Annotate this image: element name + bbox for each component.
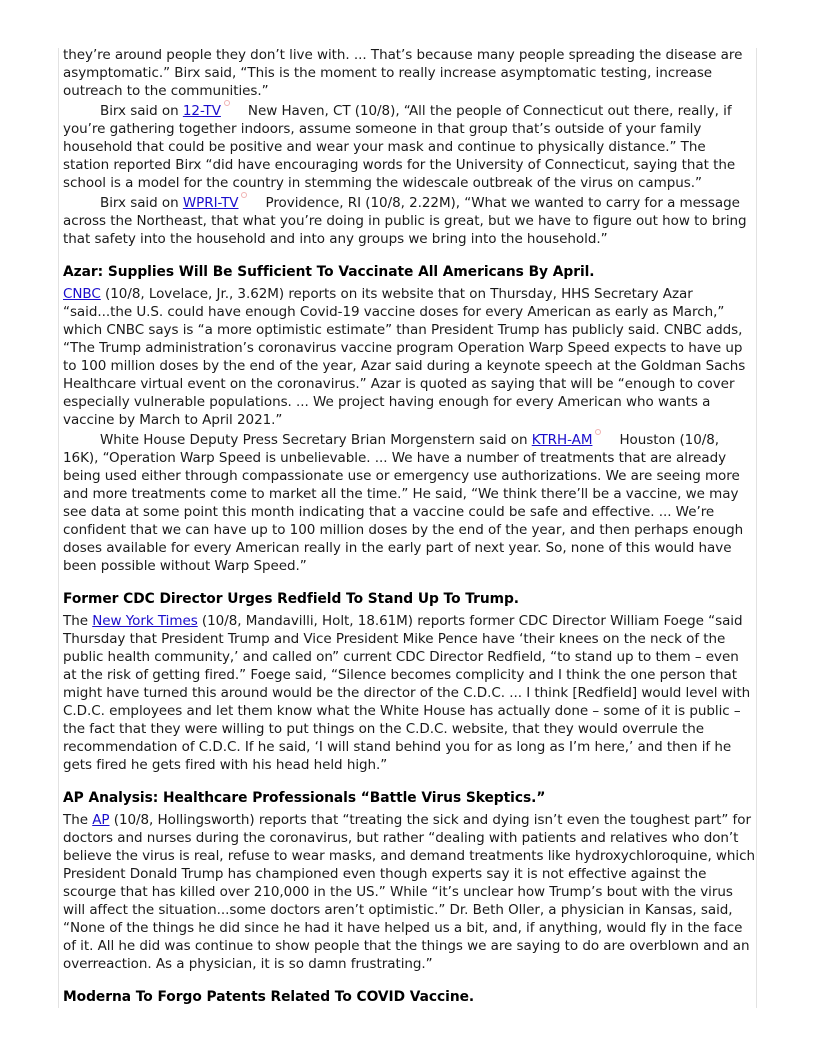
link-marker-icon: [241, 192, 247, 198]
link-marker-icon: [595, 429, 601, 435]
article-foege: [63, 590, 755, 774]
paragraph: White House Deputy Press Secretary Brian Morgenstern said on KTRH-AM Houston (10/8, 16K), “Operation Warp Speed is unbelievable. ... We have a number of treatments that are already being used either through compassionate use or emergency use authorizations. We are seeing more and more treatments come to market all the time.” He said, “We think there’ll be a vaccine, we may see data at some point this month indicating that a vaccine could be safe and effective. ... We’re confident that we can have up to 100 million doses by the end of the year, and then perhaps enough doses available for every American really in the early part of next year. So, none of this would have been possible without Warp Speed.”: [63, 429, 755, 575]
source-link-nyt[interactable]: New York Times: [92, 613, 198, 629]
paragraph: The AP (10/8, Hollingsworth) reports that “treating the sick and dying isn’t even the toughest part” for doctors and nurses during the coronavirus, but rather “dealing with patients and relatives who don’t believe the virus is real, refuse to wear masks, and demand treatments like hydroxychloroquine, which President Donald Trump has championed even though experts say it is not effective against the scourge that has killed over 210,000 in the US.” While “it’s unclear how Trump’s bout with the virus will affect the situation...some doctors aren’t optimistic.” Dr. Beth Oller, a physician in Kansas, said, “None of the things he did since he had it have helped us a bit, and, if anything, would fly in the face of it. All he did was continue to show people that the things we are saying to do are overblown and an overreaction. As a physician, it is so damn frustrating.”: [63, 812, 756, 972]
source-link-ktrh-am[interactable]: KTRH-AM: [531, 432, 593, 448]
source-link-wpri-tv[interactable]: WPRI-TV: [182, 195, 239, 211]
source-link-cnbc[interactable]: CNBC: [63, 286, 101, 302]
source-link-ap[interactable]: AP: [92, 812, 110, 828]
paragraph: Birx said on WPRI-TV Providence, RI (10/8, 2.22M), “What we wanted to carry for a message across the Northeast, that what you’re doing in public is great, but we have to figure out how to bring that safety into the household and into any groups we bring into the household.”: [63, 192, 755, 248]
article-headline: Former CDC Director Urges Redfield To Stand Up To Trump.: [63, 591, 519, 607]
article-headline: AP Analysis: Healthcare Professionals “Battle Virus Skeptics.”: [63, 790, 546, 806]
article-moderna: [63, 988, 755, 1006]
source-link-12-tv[interactable]: 12-TV: [182, 103, 221, 119]
document-page: [63, 46, 755, 1010]
article-birx: [63, 46, 755, 248]
paragraph: they’re around people they don’t live with. ... That’s because many people spreading the disease are asymptomatic.” Birx said, “This is the moment to really increase asymptomatic testing, increase outreach to the communities.”: [63, 47, 743, 99]
article-ap: [63, 789, 755, 973]
link-marker-icon: [224, 100, 230, 106]
right-margin-rule: [756, 48, 757, 1008]
article-headline: Moderna To Forgo Patents Related To COVID Vaccine.: [63, 989, 475, 1005]
paragraph: CNBC (10/8, Lovelace, Jr., 3.62M) reports on its website that on Thursday, HHS Secretary Azar “said...the U.S. could have enough Covid-19 vaccine doses for every American as early as March,” which CNBC says is “a more optimistic estimate” than President Trump has publicly said. CNBC adds, “The Trump administration’s coronavirus vaccine program Operation Warp Speed expects to have up to 100 million doses by the end of the year, Azar said during a keynote speech at the Goldman Sachs Healthcare virtual event on the coronavirus.” Azar is quoted as saying that will be “enough to cover especially vulnerable populations. ... We project having enough for every American who wants a vaccine by March to April 2021.”: [63, 286, 746, 428]
paragraph: The New York Times (10/8, Mandavilli, Holt, 18.61M) reports former CDC Director William Foege “said Thursday that President Trump and Vice President Mike Pence have ‘their knees on the neck of the public health community,’ and called on” current CDC Director Redfield, “to stand up to them – even at the risk of getting fired.” Foege said, “Silence becomes complicity and I think the one person that might have turned this around would be the director of the C.D.C. ... I think [Redfield] would level with C.D.C. employees and let them know what the White House has actually done – some of it is public – the fact that they were willing to put things on the C.D.C. website, that they would overrule the recommendation of C.D.C. If he said, ‘I will stand behind you for as long as I’m here,’ and then if he gets fired he gets fired with his head held high.”: [63, 613, 751, 773]
left-margin-rule: [58, 48, 59, 1008]
article-headline: Azar: Supplies Will Be Sufficient To Vaccinate All Americans By April.: [63, 264, 595, 280]
paragraph: Birx said on 12-TV New Haven, CT (10/8), “All the people of Connecticut out there, really, if you’re gathering together indoors, assume someone in that group that’s outside of your family household that could be positive and wear your mask and continue to physically distance.” The station reported Birx “did have encouraging words for the University of Connecticut, saying that the school is a model for the country in stemming the widescale outbreak of the virus on campus.”: [63, 100, 755, 192]
article-azar: [63, 263, 755, 575]
